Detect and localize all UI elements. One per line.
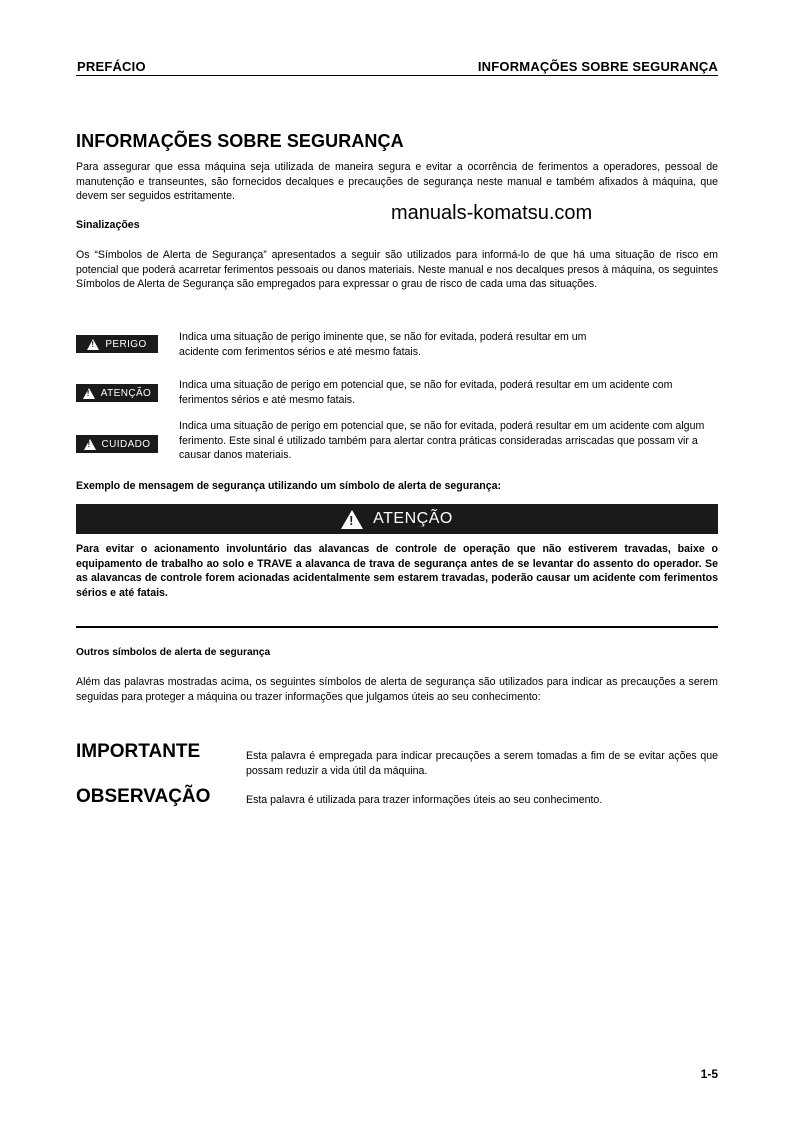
badge-cuidado	[76, 435, 158, 453]
badge-label: PERIGO	[105, 338, 147, 350]
other-symbols-heading: Outros símbolos de alerta de segurança	[76, 647, 271, 658]
other-symbols-paragraph: Além das palavras mostradas acima, os seguintes símbolos de alerta de segurança são utilizados para indicar as precauções a serem seguidas para proteger a máquina ou trazer informações que julgamos úteis ao seu conhecimento:	[76, 676, 718, 703]
example-banner	[76, 504, 718, 534]
term-observacao: OBSERVAÇÃO	[76, 786, 211, 807]
badge-perigo	[76, 335, 158, 353]
badge-label: ATENÇÃO	[100, 387, 152, 399]
signals-heading: Sinalizações	[76, 219, 140, 231]
header-section-left: PREFÁCIO	[77, 59, 146, 74]
example-label: Exemplo de mensagem de segurança utilizando um símbolo de alerta de segurança:	[76, 480, 502, 492]
example-banner-label: ATENÇÃO	[373, 510, 453, 527]
term-importante: IMPORTANTE	[76, 741, 201, 762]
page-title: INFORMAÇÕES SOBRE SEGURANÇA	[76, 131, 404, 151]
example-message: Para evitar o acionamento involuntário das alavancas de controle de operação que não estiverem travadas, baixe o equipamento de trabalho ao solo e TRAVE a alavanca de trava de segurança antes de se levantar do assento do operador. Se as alavancas de controle forem acionadas acidentalmente sem estarem travadas, poderão causar um acidente com ferimentos sérios e até fatais.	[76, 543, 718, 599]
header-divider	[76, 75, 718, 76]
signal-description-perigo: Indica uma situação de perigo iminente que, se não for evitada, poderá resultar em um acidente com ferimentos sérios e até mesmo fatais.	[179, 331, 587, 358]
section-divider	[76, 626, 718, 628]
term-importante-description: Esta palavra é empregada para indicar precauções a serem tomadas a fim de se evitar ações que possam reduzir a vida útil da máquina.	[246, 750, 718, 777]
header-section-right: INFORMAÇÕES SOBRE SEGURANÇA	[477, 59, 718, 74]
warning-triangle-icon	[341, 510, 363, 529]
intro-paragraph: Para assegurar que essa máquina seja utilizada de maneira segura e evitar a ocorrência de ferimentos a operadores, pessoal de manutenção e transeuntes, são fornecidos decalques e precauções de segurança neste manual e também afixados à máquina, que devem ser seguidos estritamente.	[76, 161, 718, 202]
warning-triangle-icon	[84, 439, 96, 450]
warning-triangle-icon	[83, 388, 95, 399]
watermark-text: manuals-komatsu.com	[391, 202, 593, 224]
badge-label: CUIDADO	[101, 438, 151, 450]
signal-description-cuidado: Indica uma situação de perigo em potencial que, se não for evitada, poderá resultar em um acidente com algum ferimento. Este sinal é utilizado também para alertar contra práticas consideradas arriscadas que possam vir a causar danos materiais.	[179, 420, 705, 461]
badge-atencao	[76, 384, 158, 402]
signal-description-atencao: Indica uma situação de perigo em potencial que, se não for evitada, poderá resultar em um acidente com ferimentos sérios e até mesmo fatais.	[179, 379, 673, 406]
warning-triangle-icon	[87, 339, 99, 350]
term-observacao-description: Esta palavra é utilizada para trazer informações úteis ao seu conhecimento.	[246, 794, 603, 806]
page-number: 1-5	[700, 1067, 718, 1081]
signals-paragraph: Os “Símbolos de Alerta de Segurança” apresentados a seguir são utilizados para informá-lo de que há uma situação de risco em potencial que poderá acarretar ferimentos pessoais ou danos materiais. Neste manual e nos decalques presos à máquina, os seguintes Símbolos de Alerta de Segurança são empregados para expressar o grau de risco de cada uma das situações.	[76, 249, 718, 290]
